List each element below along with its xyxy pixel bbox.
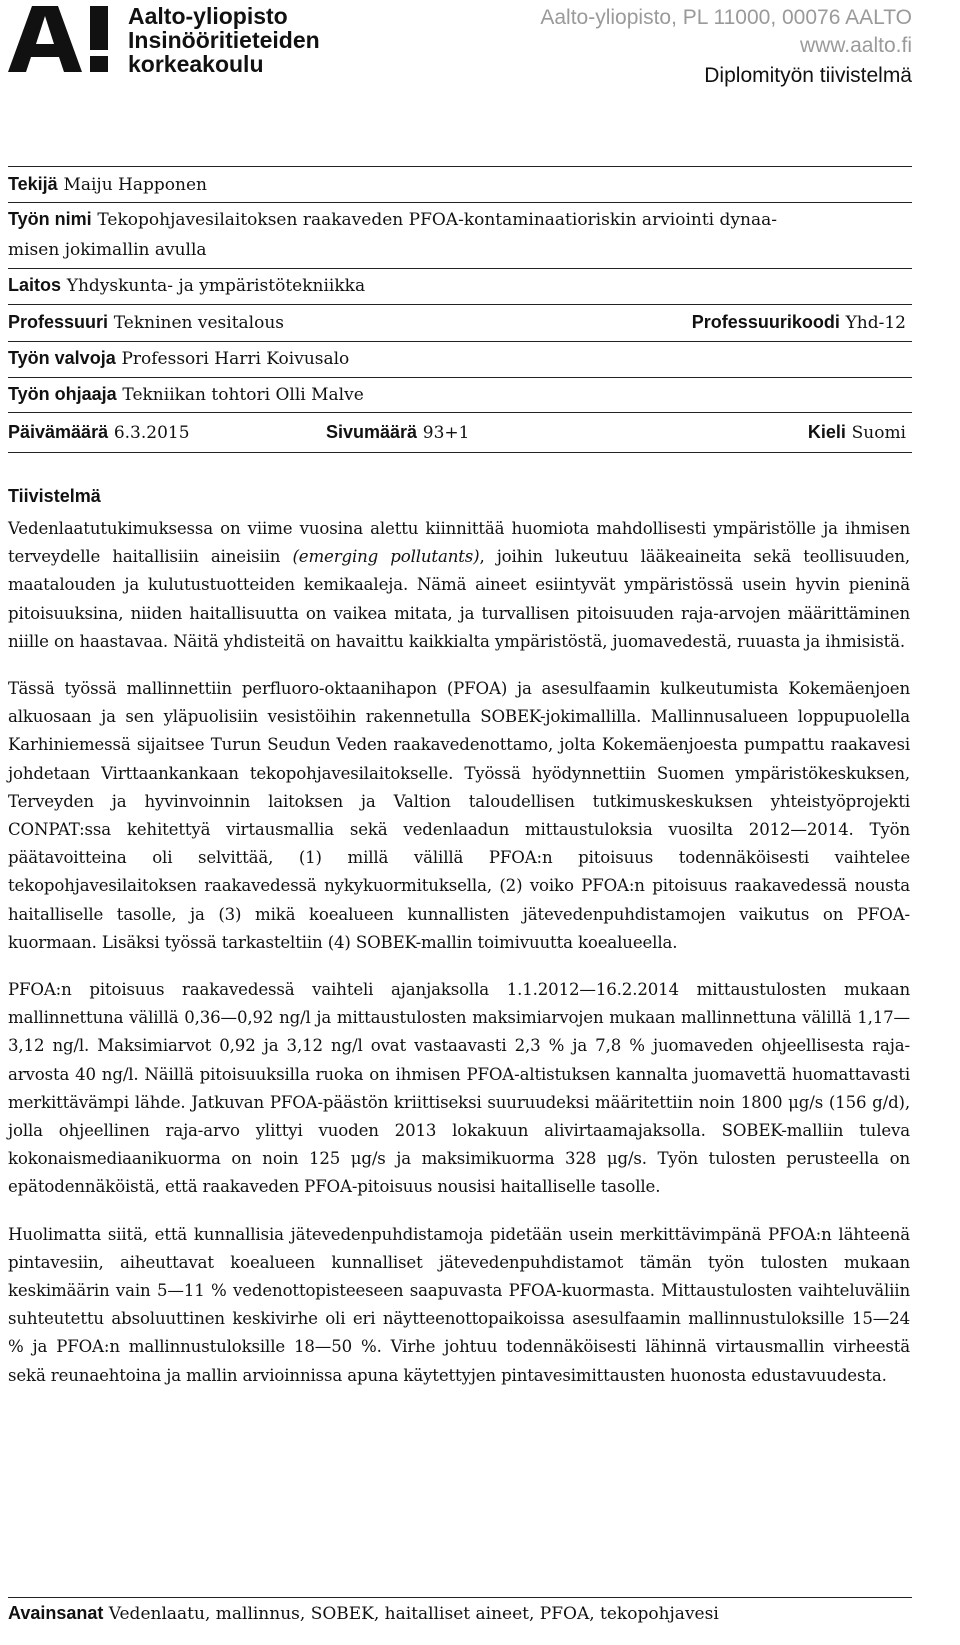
date-label: Päivämäärä xyxy=(8,422,109,442)
supervisor-value: Professori Harri Koivusalo xyxy=(121,349,350,369)
divider xyxy=(8,202,912,203)
author-label: Tekijä xyxy=(8,174,58,194)
aalto-logo xyxy=(8,4,358,76)
language xyxy=(808,417,906,448)
professorship-code xyxy=(692,307,906,338)
thesis-title-value: Tekopohjavesilaitoksen raakaveden PFOA-kontaminaatioriskin arviointi dynaa- xyxy=(97,210,777,230)
professorship-value: Tekninen vesitalous xyxy=(113,313,285,333)
abstract-body xyxy=(8,515,910,1409)
divider xyxy=(8,304,912,305)
department-label: Laitos xyxy=(8,275,62,295)
divider xyxy=(8,268,912,269)
abstract-paragraph-1-text: Vedenlaatutukimuksessa on viime vuosina alettu kiinnittää huomiota mahdollisesti ympäristölle ja ihmisen terveydelle haitallisiin aineisiin xyxy=(8,519,910,567)
logo-wordmark xyxy=(128,4,320,76)
language-label: Kieli xyxy=(807,422,846,442)
logo-line-2: Insinööritieteiden xyxy=(128,27,320,53)
keywords-value: Vedenlaatu, mallinnus, SOBEK, haitalliset aineet, PFOA, tekopohjavesi xyxy=(108,1604,719,1624)
author-value: Maiju Happonen xyxy=(63,175,207,195)
abstract-paragraph-2: Tässä työssä mallinnettiin perfluoro-oktaanihapon (PFOA) ja asesulfaamin kulkeutumista Kokemäenjoen alkuosaan ja sen yläpuolisiin vesistöihin rakennetulla SOBEK-jokimallilla. Mallinnusalueen loppupuolella Karhiniemessä sijaitsee Turun Seudun Veden raakavedenottamo, jolta Kokemäenjoesta pumpattu raakavesi johdetaan Virttaankankaan tekopohjavesilaitokselle. Työssä hyödynnettiin Suomen ympäristökeskuksen, Terveyden ja hyvinvoinnin laitoksen ja Valtion taloudellisen tutkimuskeskuksen yhteistyöprojekti CONPAT:ssa kehitettyä virtausmallia sekä vedenlaadun mittaustuloksia vuosilta 2012—2014. Työn päätavoitteina oli selvittää, (1) millä välillä PFOA:n pitoisuus todennäköisesti vaihtelee tekopohjavesilaitoksen raakavedessä nykykuormituksella, (2) voiko PFOA:n pitoisuus raakavedessä nousta haitalliselle tasolle, ja (3) mikä koealueen kunnallisten jätevedenpuhdistamojen vaikutus on PFOA-kuormaan. Lisäksi työssä tarkasteltiin (4) SOBEK-mallin toimivuutta koealueella. xyxy=(8,679,910,952)
date-pages-language-row xyxy=(8,417,912,448)
abstract-paragraph-4: Huolimatta siitä, että kunnallisia jätevedenpuhdistamoja pidetään usein merkittävimpänä PFOA:n lähteenä pintavesiin, aiheuttavat koealueen kunnalliset jätevedenpuhdistamot tämän työn tulosten mukaan keskimäärin vain 5—11 % vedenottopisteeseen saapuvasta PFOA-kuormasta. Mittaustulosten vaihteluväliin suhteutettu absoluuttinen keskivirhe oli eri näytteenottopaikoissa asesulfaamin mallinnustuloksille 15—24 % ja PFOA:n mallinnustuloksille 18—50 %. Virhe johtuu todennäköisesti lähinnä virtausmallin virheestä sekä reunaehtoina ja mallin arvioinnissa apuna käytettyjen pintavesimittausten huonosta edustavuudesta. xyxy=(8,1224,910,1385)
professorship-label: Professuuri xyxy=(8,312,109,332)
page-count-label: Sivumäärä xyxy=(326,422,418,442)
advisor-row xyxy=(8,379,912,410)
logo-line-3: korkeakoulu xyxy=(128,51,264,77)
website-link[interactable]: www.aalto.fi xyxy=(799,34,912,57)
document-type-title: Diplomityön tiivistelmä xyxy=(704,64,912,87)
emerging-pollutants-term: (emerging pollutants) xyxy=(292,547,480,567)
divider xyxy=(8,412,912,413)
abstract-paragraph-3: PFOA:n pitoisuus raakavedessä vaihteli ajanjaksolla 1.1.2012—16.2.2014 mittaustulosten mukaan mallinnettuna välillä 0,36—0,92 ng/l ja mittaustulosten maksimiarvojen mukaan mallinnettuna välillä 1,17—3,12 ng/l. Maksimiarvot 0,92 ja 3,12 ng/l ovat vastaavasti 2,3 % ja 7,8 % juomaveden ohjeellisesta raja-arvosta 40 ng/l. Näillä pitoisuuksilla ruoka on ihmisen PFOA-altistuksen kannalta juomavettä huomattavasti merkittävämpi lähde. Jatkuvan PFOA-päästön kriittiseksi suuruudeksi määritettiin noin 1800 μg/s (156 g/d), jolla ohjeellinen raja-arvo ylittyi vuoden 2013 lokakuun alivirtaamajaksolla. SOBEK-malliin tuleva kokonaismediaanikuorma on noin 125 μg/s ja maksimikuorma 328 μg/s. Työn tulosten perusteella on epätodennäköistä, että raakaveden PFOA-pitoisuus nousisi haitalliselle tasolle. xyxy=(8,980,910,1197)
advisor-label: Työn ohjaaja xyxy=(8,384,117,404)
divider xyxy=(8,166,912,167)
university-address-block xyxy=(540,4,912,60)
abstract-heading: Tiivistelmä xyxy=(8,486,101,506)
divider xyxy=(8,452,912,453)
supervisor-label: Työn valvoja xyxy=(8,348,116,368)
logo-line-1: Aalto-yliopisto xyxy=(128,3,288,29)
thesis-title-value-cont: misen jokimallin avulla xyxy=(8,240,207,260)
professorship-row xyxy=(8,307,912,338)
professorship-code-value: Yhd-12 xyxy=(845,313,906,333)
abstract-paragraph-1 xyxy=(8,515,910,656)
abstract-paragraph-1-text-cont: , joihin lukeutuu lääkeaineita sekä teollisuuden, maatalouden ja kulutustuotteiden kemikaaleja. Nämä aineet esiintyvät ympäristössä usein hyvin pieninä pitoisuuksina, niiden haitallisuutta on vaikea mitata, ja turvallisen pitoisuuden raja-arvojen määrittäminen niille on haastavaa. Näitä yhdisteitä on havaittu kaikkialta ympäristöstä, juomavedestä, ruuasta ja ihmisistä. xyxy=(8,547,910,651)
department-row xyxy=(8,270,912,301)
language-value: Suomi xyxy=(851,423,906,443)
supervisor-row xyxy=(8,343,912,374)
department-value: Yhdyskunta- ja ympäristötekniikka xyxy=(66,276,366,296)
aalto-a-mark-icon xyxy=(8,6,116,72)
thesis-title-row xyxy=(8,204,912,265)
postal-address: Aalto-yliopisto, PL 11000, 00076 AALTO xyxy=(540,6,912,29)
keywords-row xyxy=(8,1599,719,1628)
date-value: 6.3.2015 xyxy=(113,423,190,443)
author-row xyxy=(8,169,912,200)
professorship-code-label: Professuurikoodi xyxy=(691,312,840,332)
divider xyxy=(8,341,912,342)
page-count-value: 93+1 xyxy=(422,423,470,443)
thesis-title-label: Työn nimi xyxy=(8,209,92,229)
page-count xyxy=(326,417,470,448)
keywords-label: Avainsanat xyxy=(8,1603,104,1623)
divider xyxy=(8,1597,912,1598)
advisor-value: Tekniikan tohtori Olli Malve xyxy=(122,385,364,405)
divider xyxy=(8,377,912,378)
